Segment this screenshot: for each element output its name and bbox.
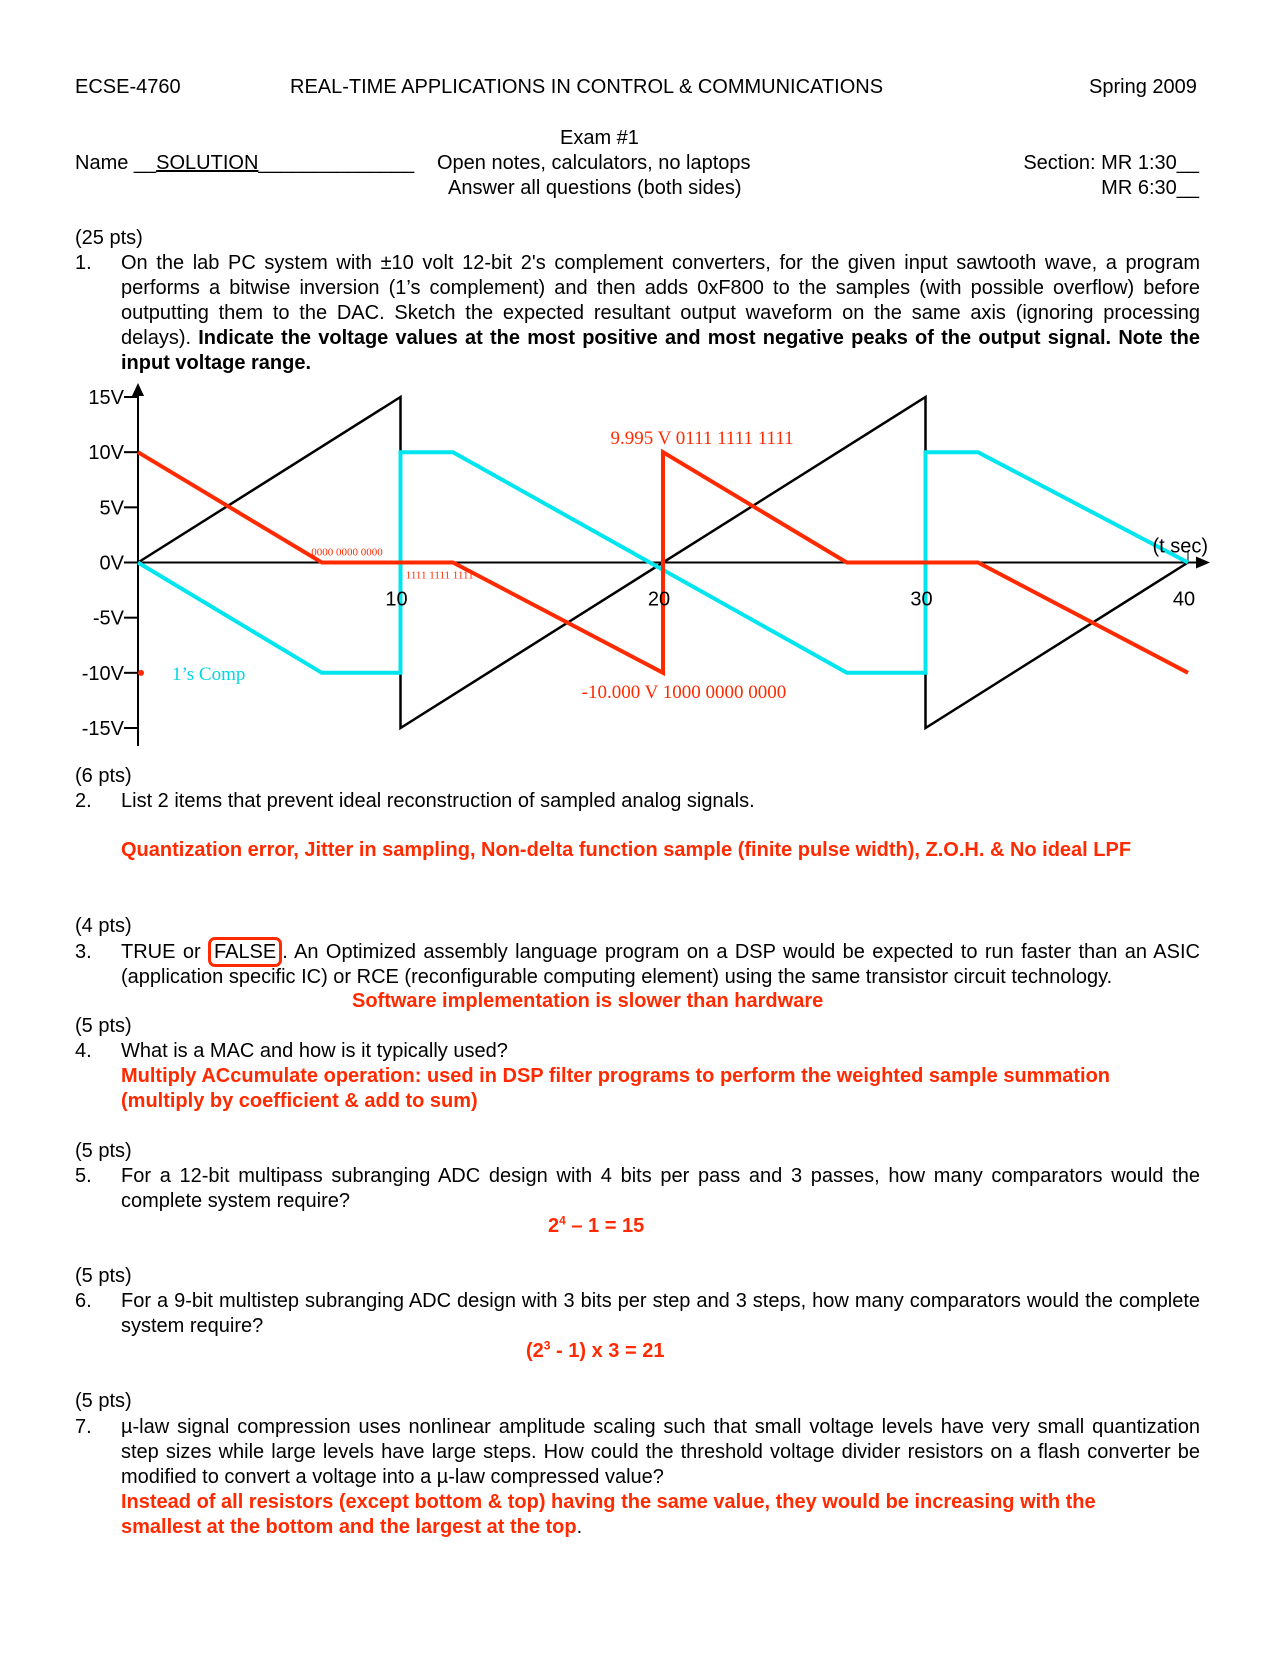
legend-marker [138,670,144,676]
q3-false-circled: FALSE [208,937,282,967]
min-value-annotation: -10.000 V 1000 0000 0000 [581,681,787,703]
max-value-annotation: 9.995 V 0111 1111 1111 [610,428,794,450]
q7-answer-text: smallest at the bottom and the largest at the top [121,1516,577,1538]
x-tick-label: 40 [1172,588,1196,611]
q4-number: 4. [75,1040,92,1062]
q1-text-bold: Indicate the voltage values at the most positive and most negative peaks of the output signal. Note the input voltage range. [121,327,1200,374]
y-tick-label: 15V [88,387,124,409]
q4-answer-line-1: Multiply ACcumulate operation: used in DSP filter programs to perform the weighted sample summation [121,1065,1111,1087]
x-tick-label: 10 [385,588,408,611]
q5-answer-base: 2 [548,1215,560,1237]
section-line-1: Section: MR 1:30__ [1023,152,1199,174]
q5-number: 5. [75,1165,92,1187]
q6-answer [526,1339,664,1364]
q3-answer: Software implementation is slower than hardware [352,990,824,1012]
course-title: REAL-TIME APPLICATIONS IN CONTROL & COMMUNICATIONS [290,76,884,98]
x-axis-arrow [1196,557,1210,569]
name-value: SOLUTION [156,152,259,174]
rules-line-2: Answer all questions (both sides) [448,177,742,199]
q6-answer-base: (2 [526,1340,544,1362]
q5-answer-exponent: 4 [559,1213,566,1228]
q6-points: (5 pts) [75,1265,132,1287]
y-tick-label: -15V [81,718,124,740]
section-line-2: MR 6:30__ [1101,177,1199,199]
legend-label-ones-comp: 1’s Comp [172,663,246,685]
q6-answer-exponent: 3 [543,1338,551,1353]
q7-points: (5 pts) [75,1390,132,1412]
q1-text [121,251,1200,376]
q5-answer [548,1214,644,1239]
y-tick-label: -5V [92,607,124,630]
x-tick-label: 20 [647,588,671,611]
q1-number: 1. [75,252,92,274]
q6-answer-rest: - 1) x 3 = 21 [550,1340,665,1362]
q3-text [121,940,1200,990]
term: Spring 2009 [1089,76,1197,98]
q1-points: (25 pts) [75,227,143,249]
y-tick-label: 10V [88,442,124,465]
q7-answer-line-1: Instead of all resistors (except bottom & top) having the same value, they would be increasing with the [121,1491,1096,1513]
q6-number: 6. [75,1290,92,1312]
x-axis-label: (t sec) [1152,535,1208,558]
q3-number: 3. [75,941,92,963]
q7-answer-line-2 [121,1515,582,1540]
x-tick-label: 30 [910,588,933,611]
q2-points: (6 pts) [75,765,132,787]
name-blank: ______________ [258,152,415,174]
ones-bits-annotation: 1111 1111 1111 [405,569,474,582]
q3-text-pre: TRUE or [121,941,208,963]
q7-text: µ-law signal compression uses nonlinear amplitude scaling such that small voltage levels have very small quantization step sizes while large levels have large steps. How could the threshold voltage divider resistors on a flash converter be modified to convert a voltage into a µ-law compressed value? [121,1416,1200,1488]
y-axis-arrow [132,383,144,396]
q5-text: For a 12-bit multipass subranging ADC design with 4 bits per pass and 3 passes, how many comparators would the complete system require? [121,1165,1200,1212]
q6-text: For a 9-bit multistep subranging ADC design with 3 bits per step and 3 steps, how many comparators would the complete system require? [121,1290,1200,1337]
name-label: Name __ [75,152,157,174]
y-tick-label: -10V [81,662,124,685]
name-field [75,151,414,175]
q3-text-post: . An Optimized assembly language program on a DSP would be expected to run faster than an ASIC (application specific IC) or RCE (reconfigurable computing element) using the same transistor circuit technology. [121,941,1200,988]
q2-answer: Quantization error, Jitter in sampling, Non-delta function sample (finite pulse width), Z.O.H. & No ideal LPF [121,839,1132,861]
exam-title: Exam #1 [560,127,639,149]
q7-answer-period: . [576,1516,583,1538]
q2-text: List 2 items that prevent ideal reconstruction of sampled analog signals. [121,790,755,812]
q4-answer-line-2: (multiply by coefficient & add to sum) [121,1090,478,1112]
zero-bits-annotation: 0000 0000 0000 [311,546,383,559]
q2-number: 2. [75,790,92,812]
q7-number: 7. [75,1416,92,1438]
q5-answer-rest: – 1 = 15 [565,1215,645,1237]
course-number: ECSE-4760 [75,76,181,98]
q1-text-normal: On the lab PC system with ±10 volt 12-bit 2's complement converters, for the given input sawtooth wave, a program performs a bitwise inversion (1’s complement) and then adds 0xF800 to the samples (with possible overflow) before outputting them to the DAC. Sketch the expected resultant output waveform on the same axis (ignoring processing delays). [121,252,1200,349]
q4-points: (5 pts) [75,1015,132,1037]
q4-text: What is a MAC and how is it typically used? [121,1040,508,1062]
waveform-chart [0,375,1280,760]
q5-points: (5 pts) [75,1140,132,1162]
y-tick-label: 0V [99,552,124,575]
q3-points: (4 pts) [75,915,132,937]
y-tick-label: 5V [99,497,124,520]
rules-line-1: Open notes, calculators, no laptops [437,152,751,174]
